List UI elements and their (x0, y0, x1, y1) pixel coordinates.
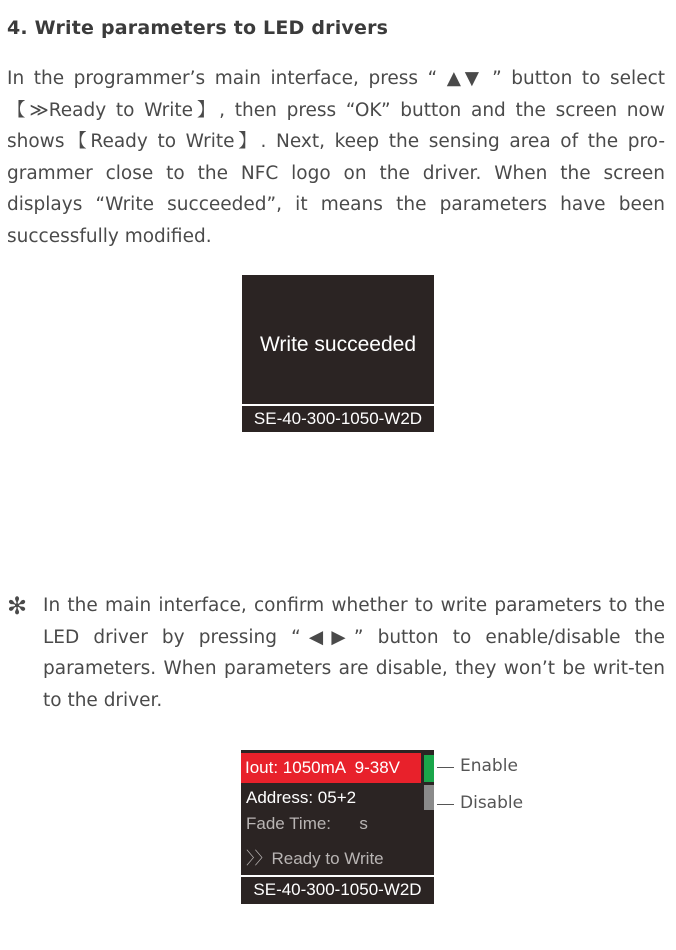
write-succeeded-screen (242, 275, 434, 432)
disable-callout-line (437, 804, 454, 805)
section-heading: 4. Write parameters to LED drivers (7, 17, 389, 39)
fade-time-row: Fade Time: s (246, 814, 368, 833)
model-label: SE-40-300-1050-W2D (253, 880, 422, 899)
screen-divider (242, 404, 434, 406)
note-marker-icon: ✻ (7, 592, 28, 620)
disable-indicator (424, 785, 434, 810)
model-label: SE-40-300-1050-W2D (253, 409, 423, 428)
write-succeeded-message: Write succeeded (259, 333, 417, 356)
screen-divider (241, 875, 434, 877)
address-row: Address: 05+2 (246, 788, 357, 807)
iout-row: Iout: 1050mA 9-38V (241, 753, 421, 783)
enable-callout-line (437, 767, 454, 768)
ready-to-write-row: 〉〉Ready to Write (246, 849, 384, 868)
note-paragraph: In the main interface, confirm whether to write parameters to the LED driver by pressing “◀▶” button to enable/disable the parameters. When parameters are disable, they won’t be writ-ten to the driver. (43, 595, 665, 711)
disable-callout-label: Disable (460, 793, 524, 813)
intro-paragraph: In the programmer’s main interface, press “ ▲▼ ” button to select 【≫Ready to Write】, then press “OK” button and the screen now shows【Ready to Write】. Next, keep the sensing area of the pro-grammer close to the NFC logo on the driver. When the screen displays “Write succeeded”, it means the parameters have been successfully modified. (7, 68, 665, 247)
parameters-screen (241, 750, 434, 904)
enable-indicator (424, 755, 434, 782)
enable-callout-label: Enable (460, 756, 518, 776)
